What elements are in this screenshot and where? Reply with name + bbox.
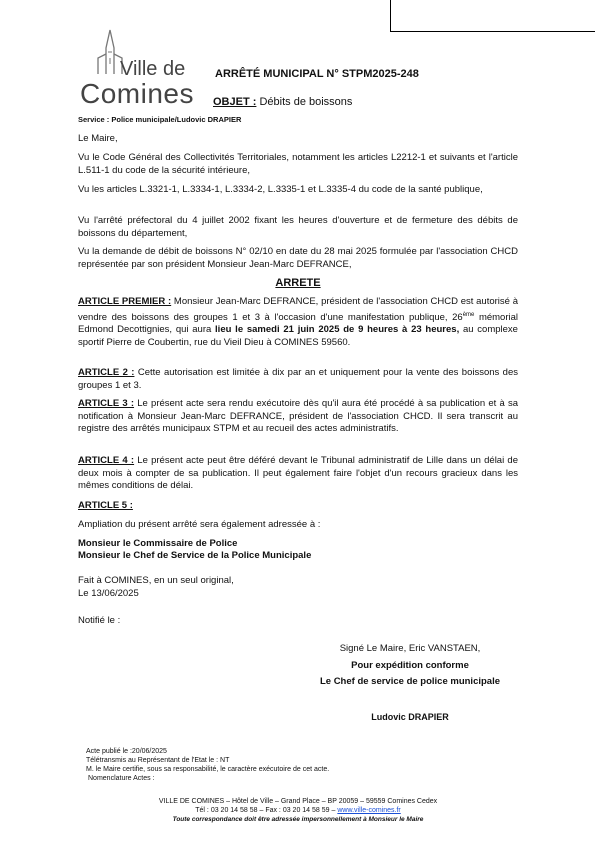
objet-label: OBJET :: [213, 96, 257, 108]
logo-ville-text: Ville de: [120, 58, 186, 80]
article-5-text: Ampliation du présent arrêté sera également adressée à :: [78, 519, 321, 530]
vu-paragraph-4: Vu la demande de débit de boissons N° 02/10 en date du 28 mai 2025 formulée par l'association CHCD représentée par son président Monsieur Jean-Marc DEFRANCE,: [78, 246, 518, 270]
vu-paragraph-1: Vu le Code Général des Collectivités Territoriales, notamment les articles L2212-1 et suivants et l'article L.511-1 du code de la sécurité intérieure,: [78, 152, 518, 176]
signature-line-2: Pour expédition conforme: [351, 660, 469, 671]
article-4-label: ARTICLE 4 :: [78, 455, 135, 466]
objet-line: [213, 96, 352, 108]
website-link[interactable]: www.ville-comines.fr: [337, 807, 401, 814]
article-3-label: ARTICLE 3 :: [78, 398, 135, 409]
objet-text: Débits de boissons: [256, 96, 353, 108]
certifie: M. le Maire certifie, sous sa responsabilité, le caractère exécutoire de cet acte.: [86, 766, 330, 773]
footer-correspondance: Toute correspondance doit être adressée impersonnellement à Monsieur le Maire: [172, 816, 424, 823]
recipient-1: Monsieur le Commissaire de Police: [78, 538, 238, 549]
signature-line-3: Le Chef de service de police municipale: [319, 676, 501, 687]
nomenclature: Nomenclature Actes :: [88, 775, 155, 782]
reference-box: [390, 0, 595, 32]
article-premier-label: ARTICLE PREMIER :: [78, 296, 172, 307]
fait-a: Fait à COMINES, en un seul original,: [78, 575, 234, 586]
recipient-2: Monsieur le Chef de Service de la Police Municipale: [78, 550, 312, 561]
article-5-label: ARTICLE 5 :: [78, 500, 133, 511]
article-premier-date: lieu le samedi 21 juin 2025 de 9 heures à 23 heures,: [215, 324, 460, 336]
le-maire: Le Maire,: [78, 133, 118, 144]
notifie-le: Notifié le :: [78, 615, 121, 626]
service-line: Service : Police municipale/Ludovic DRAPIER: [78, 115, 242, 124]
article-4: ARTICLE 4 : Le présent acte peut être déféré devant le Tribunal administratif de Lille dans un délai de deux mois à compter de sa publication. Il peut également faire l'objet d'un recours gracieux dans les mêmes conditions de délai.: [78, 455, 518, 491]
arrete-heading: ARRETE: [275, 277, 321, 289]
signature-line-1: Signé Le Maire, Eric VANSTAEN,: [339, 643, 481, 654]
logo-comines-text: Comines: [80, 78, 194, 109]
footer-address: VILLE DE COMINES – Hôtel de Ville – Grand Place – BP 20059 – 59559 Comines Cedex: [158, 798, 438, 805]
acte-publie: Acte publié le :20/06/2025: [86, 748, 167, 755]
comines-logo: [80, 28, 198, 110]
teletransmis: Télétransmis au Représentant de l'Etat le : NT: [86, 757, 230, 764]
article-premier: ARTICLE PREMIER : Monsieur Jean-Marc DEFRANCE, président de l'association CHCD est autorisé à vendre des boissons des groupes 1 et 3 à l'occasion d'une manifestation publique, 26ème mémorial Edmond Decottignies, qui aura lieu le samedi 21 juin 2025 de 9 heures à 23 heures, au complexe sportif Pierre de Coubertin, rue du Vieil Dieu à COMINES 59560.: [78, 296, 519, 348]
article-3: ARTICLE 3 : Le présent acte sera rendu exécutoire dès qu'il aura été procédé à sa publication et à sa notification à Monsieur Jean-Marc DEFRANCE, président de l'association CHCD. Il sera transcrit au registre des arrêtés municipaux STPM et au recueil des actes administratifs.: [78, 398, 518, 434]
footer-notes: [86, 747, 329, 783]
footer-address-block: [78, 797, 518, 824]
vu-paragraph-2: Vu les articles L.3321-1, L.3334-1, L.3334-2, L.3335-1 et L.3335-4 du code de la santé publique,: [78, 184, 483, 195]
closing-date: Le 13/06/2025: [78, 588, 139, 599]
article-2-label: ARTICLE 2 :: [78, 367, 135, 378]
footer-contact: Tél : 03 20 14 58 58 – Fax : 03 20 14 58 59 – www.ville-comines.fr: [195, 807, 401, 814]
signature-name: Ludovic DRAPIER: [371, 712, 449, 722]
arrete-title: ARRÊTÉ MUNICIPAL N° STPM2025-248: [215, 68, 419, 80]
vu-paragraph-3: Vu l'arrêté préfectoral du 4 juillet 2002 fixant les heures d'ouverture et de fermeture des débits de boissons du département,: [78, 215, 518, 239]
article-2: ARTICLE 2 : Cette autorisation est limitée à dix par an et uniquement pour la vente des boissons des groupes 1 et 3.: [78, 367, 519, 391]
